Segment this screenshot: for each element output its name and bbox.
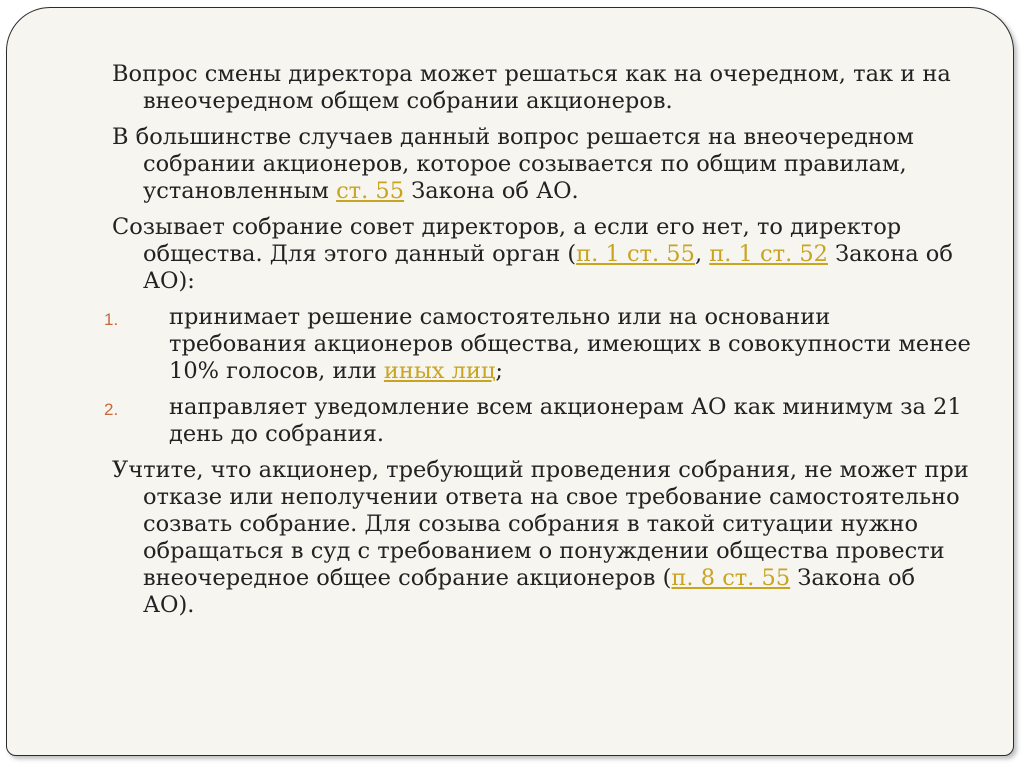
paragraph-text: Закона об АО. xyxy=(404,178,579,204)
paragraph-court-note xyxy=(112,457,972,619)
list-text: принимает решение самостоятельно или на основании требования акционеров общества, имеющих в совокупности менее 10% голосов, или xyxy=(169,304,971,384)
list-item-1 xyxy=(104,304,972,385)
separator: , xyxy=(694,241,710,267)
paragraph-director-change xyxy=(112,61,972,115)
paragraph-text: Вопрос смены директора может решаться как на очередном, так и на внеочередном общем собрании акционеров. xyxy=(112,61,951,114)
paragraph-convening xyxy=(112,214,972,295)
paragraph-text: В большинстве случаев данный вопрос решается на внеочередном собрании акционеров, которое созывается по общим правилам, установленным xyxy=(112,124,914,204)
link-p8-art-55[interactable]: п. 8 ст. 55 xyxy=(671,565,791,591)
list-text: направляет уведомление всем акционерам АО как минимум за 21 день до собрания. xyxy=(169,394,962,447)
paragraph-text: Учтите, что акционер, требующий проведения собрания, не может при отказе или неполучении ответа на свое требование самостоятельно созвать собрание. Для созыва собрания в такой ситуации нужно обращаться в суд с требованием о понуждении общества провести внеочередное общее собрание акционеров ( xyxy=(112,457,969,591)
link-p1-art-55[interactable]: п. 1 ст. 55 xyxy=(576,241,695,267)
paragraph-text: Закона об АО). xyxy=(143,565,916,618)
list-item-2 xyxy=(104,394,972,448)
link-p1-art-52[interactable]: п. 1 ст. 52 xyxy=(709,241,829,267)
link-other-persons[interactable]: иных лиц xyxy=(383,358,496,384)
list-text: ; xyxy=(495,358,504,384)
slide-content xyxy=(104,61,972,628)
list-number: 1. xyxy=(104,310,119,329)
paragraph-text: Закона об АО): xyxy=(143,241,953,294)
list-number: 2. xyxy=(104,400,119,419)
paragraph-text: Созывает собрание совет директоров, а если его нет, то директор общества. Для этого данный орган ( xyxy=(112,214,902,267)
paragraph-extraordinary-meeting xyxy=(112,124,972,205)
link-art-55[interactable]: ст. 55 xyxy=(336,178,405,204)
